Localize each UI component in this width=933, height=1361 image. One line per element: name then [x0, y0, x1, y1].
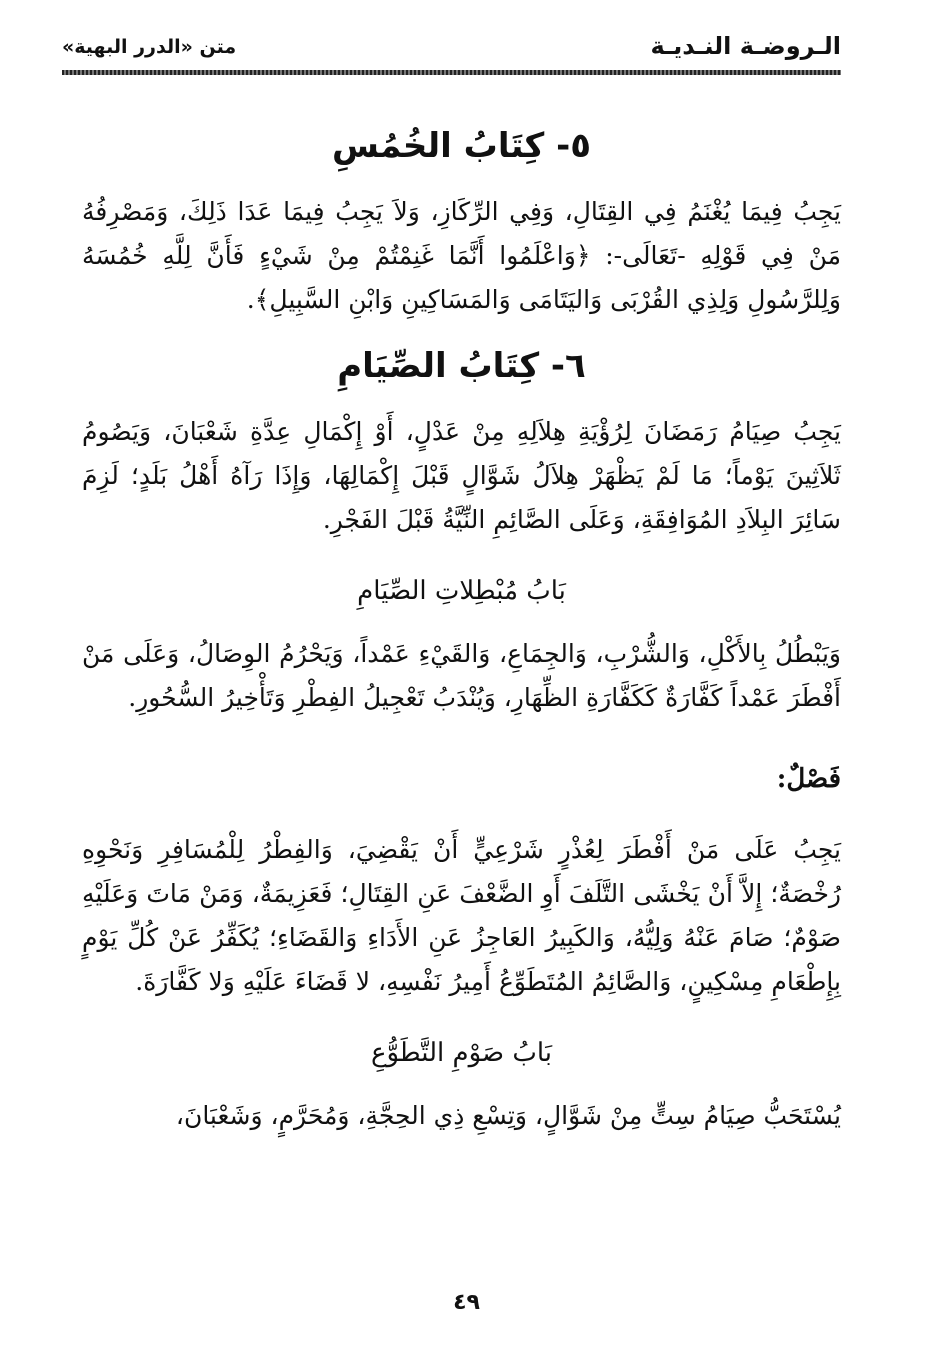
paragraph-fasl: يَجِبُ عَلَى مَنْ أَفْطَرَ لِعُذْرٍ شَرْعِيٍّ أَنْ يَقْضِيَ، وَالفِطْرُ لِلْمُسَافِرِ وَنَحْوِهِ رُخْصَةٌ؛ إِلاَّ أَنْ يَخْشَى التَّلَفَ أَوِ الضَّعْفَ عَنِ القِتَالِ؛ فَعَزِيمَةٌ، وَمَنْ مَاتَ وَعَلَيْهِ صَوْمٌ؛ صَامَ عَنْهُ وَلِيُّهُ، وَالكَبِيرُ العَاجِزُ عَنِ الأَدَاءِ وَالقَضَاءِ؛ يُكَفِّرُ عَنْ كُلِّ يَوْمٍ بِإِطْعَامِ مِسْكِينٍ، وَالصَّائِمُ المُتَطَوِّعُ أَمِيرُ نَفْسِهِ، لا قَضَاءَ عَلَيْهِ وَلا كَفَّارَةَ. — [82, 835, 841, 996]
paragraph-tatawwu: يُسْتَحَبُّ صِيَامُ سِتٍّ مِنْ شَوَّالٍ، وَتِسْعِ ذِي الحِجَّةِ، وَمُحَرَّمٍ، وَشَعْبَانَ، — [175, 1101, 841, 1130]
page-content — [82, 118, 841, 1138]
paragraph-mubtilat: وَيَبْطُلُ بِالأَكْلِ، وَالشُّرْبِ، وَالجِمَاعِ، وَالقَيْءِ عَمْداً، وَيَحْرُمُ الوِصَالُ، وَعَلَى مَنْ أَفْطَرَ عَمْداً كَفَّارَةٌ كَكَفَّارَةِ الظِّهَارِ، وَيُنْدَبُ تَعْجِيلُ الفِطْرِ وَتَأْخِيرُ السُّحُورِ. — [82, 639, 841, 712]
paragraph-khums: يَجِبُ فِيمَا يُغْنَمُ فِي القِتَالِ، وَفِي الرِّكَازِ، وَلاَ يَجِبُ فِيمَا عَدَا ذَلِكَ، وَمَصْرِفُهُ مَنْ فِي قَوْلِهِ -تَعَالَى-: ﴿وَاعْلَمُوا أَنَّمَا غَنِمْتُمْ مِنْ شَيْءٍ فَأَنَّ لِلَّهِ خُمُسَهُ وَلِلرَّسُولِ وَلِذِي القُرْبَى وَاليَتَامَى وَالمَسَاكِينِ وَابْنِ السَّبِيلِ﴾. — [82, 197, 841, 314]
chapter-title-siyam: ٦- كِتَابُ الصِّيَامِ — [337, 346, 586, 386]
header-divider — [62, 70, 841, 75]
section-title-tatawwu: بَابُ صَوْمِ التَّطَوُّعِ — [370, 1038, 553, 1068]
book-title: الـروضـة النـديـة — [650, 32, 841, 60]
page-number: ٤٩ — [453, 1290, 480, 1315]
running-header — [62, 30, 841, 72]
book-subtitle: متن «الدرر البهية» — [62, 36, 237, 58]
fasl-heading: فَصْلٌ: — [776, 764, 841, 794]
paragraph-siyam: يَجِبُ صِيَامُ رَمَضَانَ لِرُؤْيَةِ هِلاَلِهِ مِنْ عَدْلٍ، أَوْ إِكْمَالِ عِدَّةِ شَعْبَانَ، وَيَصُومُ ثَلاَثِينَ يَوْماً؛ مَا لَمْ يَظْهَرْ هِلاَلُ شَوَّالٍ قَبْلَ إِكْمَالِهَا، وَإِذَا رَآهُ أَهْلُ بَلَدٍ؛ لَزِمَ سَائِرَ البِلاَدِ المُوَافِقَةِ، وَعَلَى الصَّائِمِ النِّيَّةُ قَبْلَ الفَجْرِ. — [82, 417, 841, 534]
chapter-title-khums: ٥- كِتَابُ الخُمُسِ — [332, 126, 591, 166]
section-title-mubtilat: بَابُ مُبْطِلاتِ الصِّيَامِ — [357, 576, 566, 606]
